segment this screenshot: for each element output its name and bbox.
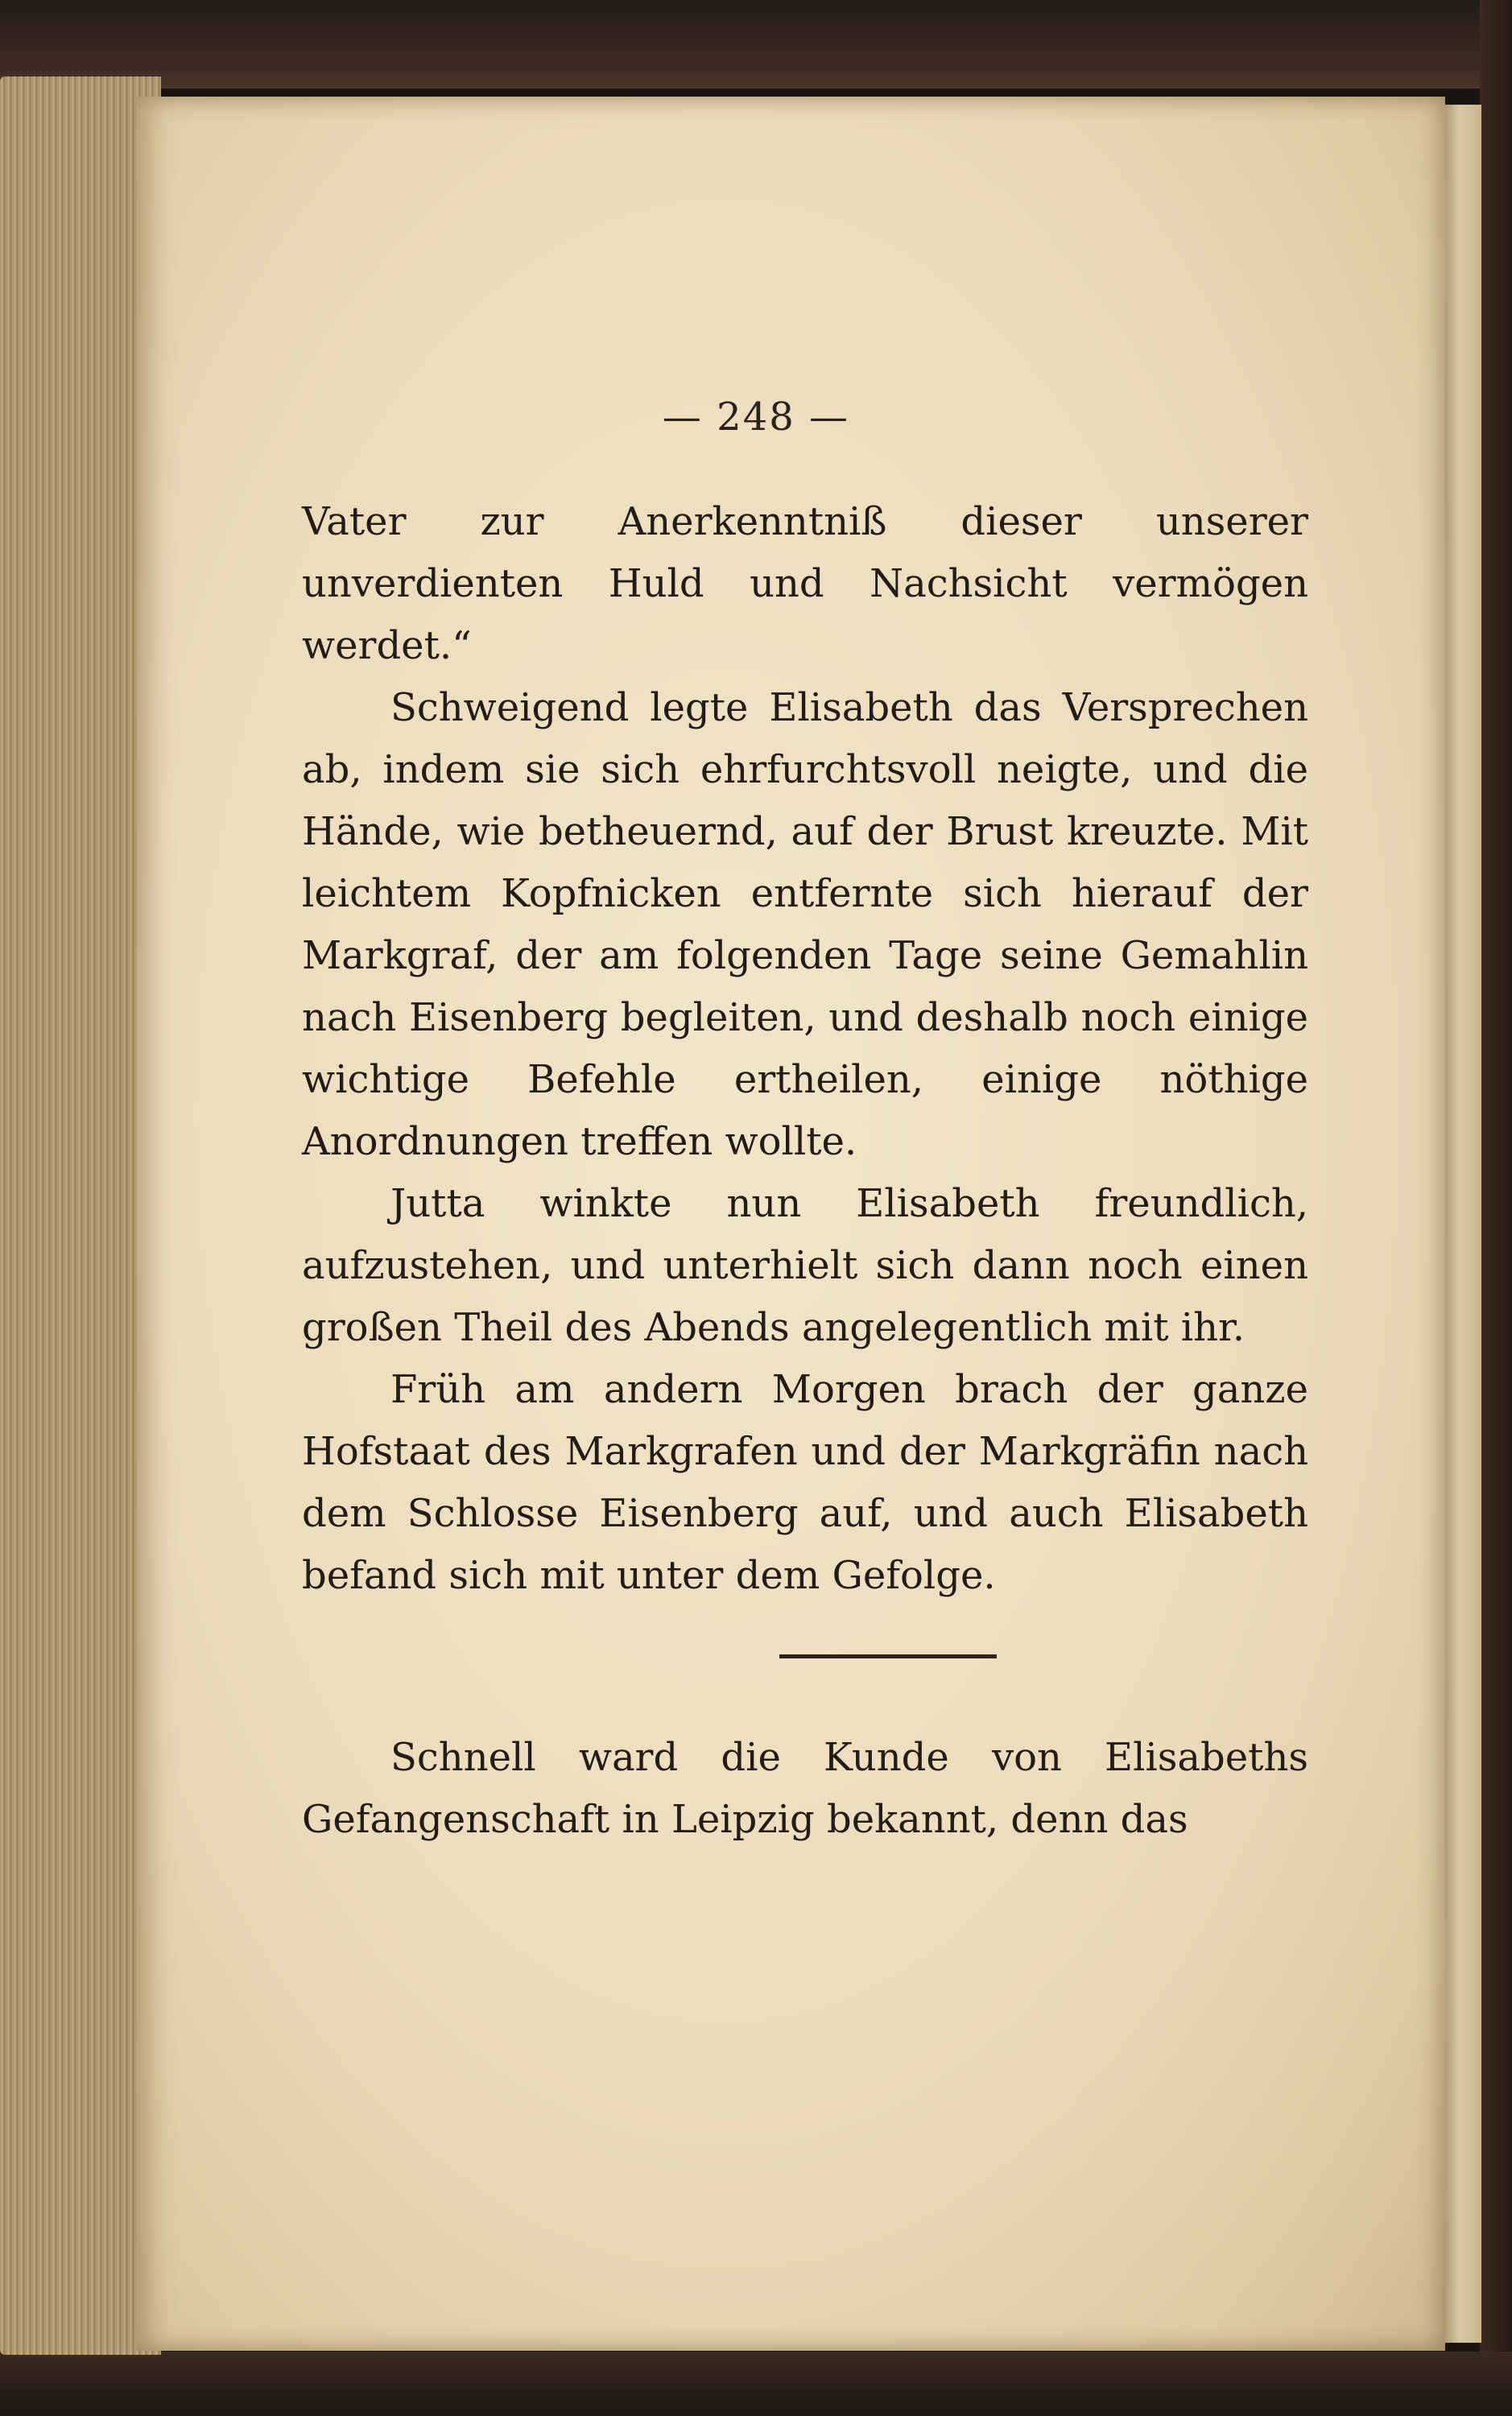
page-number: — 248 —	[662, 394, 850, 440]
section-divider	[779, 1654, 997, 1658]
book-cover-bottom	[0, 2352, 1512, 2416]
paragraph: Jutta winkte nun Elisabeth freundlich, aufzustehen, und unterhielt sich dann noch einen großen Theil des Abends angelegentlich mit ihr.	[302, 1181, 1308, 1350]
book-cover-right	[1480, 0, 1512, 2416]
paragraph: Schweigend legte Elisabeth das Versprechen ab, indem sie sich ehrfurchtsvoll neigte, und die Hände, wie betheuernd, auf der Brust kreuzte. Mit leichtem Kopfnicken entfernte sich hierauf der Markgraf, der am folgenden Tage seine Gemahlin nach Eisenberg begleiten, und deshalb noch einige wichtige Befehle ertheilen, einige nöthige Anordnungen treffen wollte.	[302, 685, 1308, 1164]
paragraph-continued: Vater zur Anerkenntniß dieser unserer unverdienten Huld und Nachsicht vermögen werdet.“	[302, 499, 1308, 668]
paragraph: Schnell ward die Kunde von Elisabeths Gefangenschaft in Leipzig bekannt, denn das	[302, 1735, 1308, 1842]
paragraph: Früh am andern Morgen brach der ganze Hofstaat des Markgrafen und der Markgräfin nach dem Schlosse Eisenberg auf, und auch Elisabeth befand sich mit unter dem Gefolge.	[302, 1367, 1308, 1598]
main-text	[302, 491, 1308, 1607]
page-edge-right	[1445, 105, 1481, 2343]
second-section-text	[302, 1727, 1308, 1851]
book-cover-top	[0, 0, 1512, 89]
